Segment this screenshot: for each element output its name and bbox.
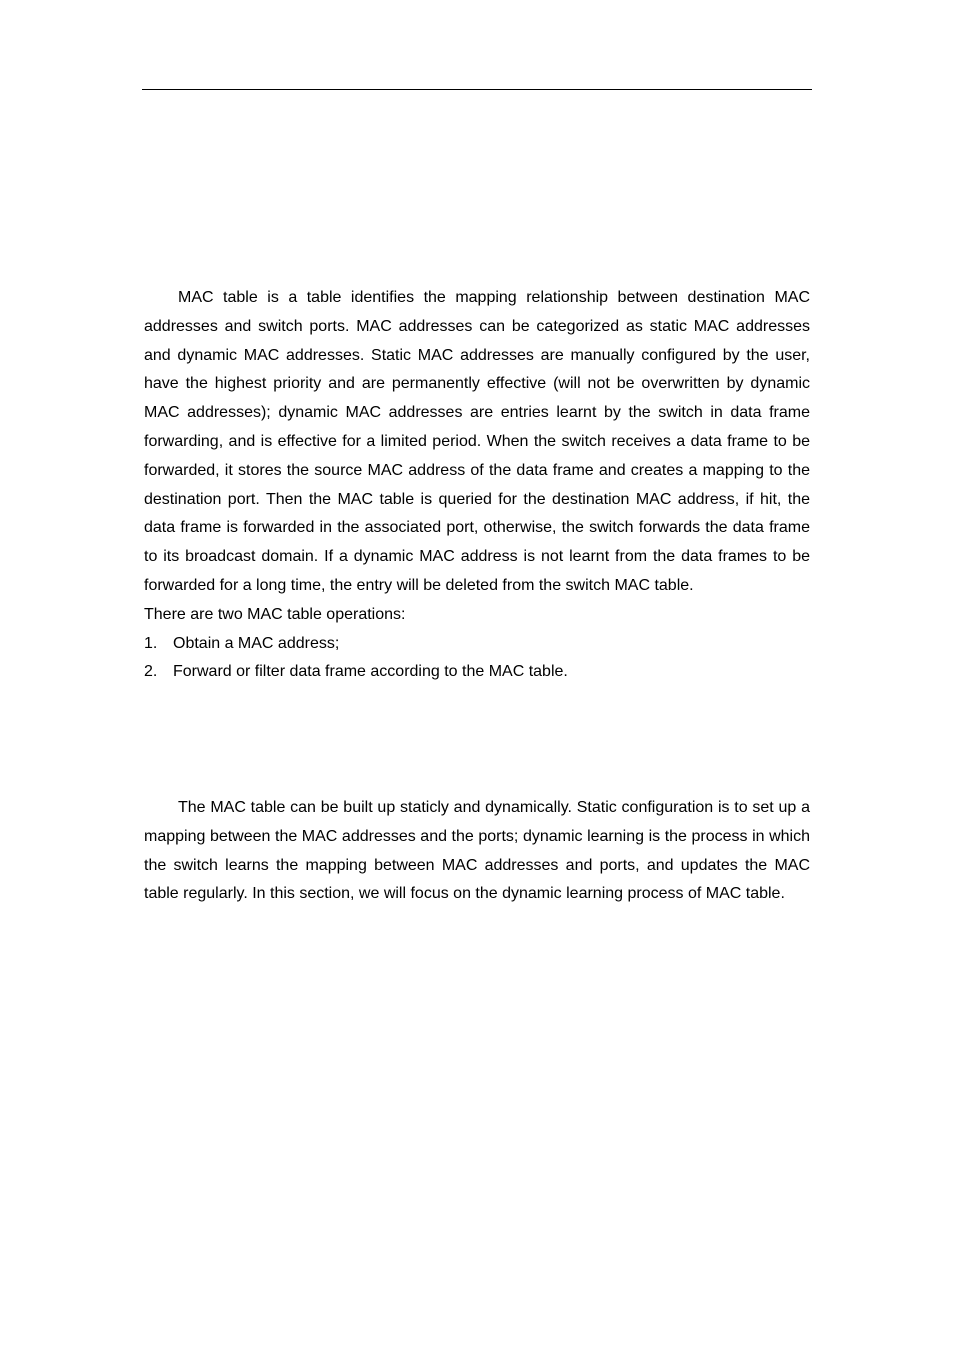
list-item [144,630,810,659]
section-mac-table-intro [144,284,810,687]
list-item-number: 1. [144,634,158,652]
list-item [144,658,810,687]
paragraph-mac-table-definition: MAC table is a table identifies the mapping relationship between destination MAC addresses and switch ports. MAC addresses can be categorized as static MAC addresses and dynamic MAC addresses. Static MAC addresses are manually configured by the user, have the highest priority and are permanently effective (will not be overwritten by dynamic MAC addresses); dynamic MAC addresses are entries learnt by the switch in data frame forwarding, and is effective for a limited period. When the switch receives a data frame to be forwarded, it stores the source MAC address of the data frame and creates a mapping to the destination port. Then the MAC table is queried for the destination MAC address, if hit, the data frame is forwarded in the associated port, otherwise, the switch forwards the data frame to its broadcast domain. If a dynamic MAC address is not learnt from the data frames to be forwarded for a long time, the entry will be deleted from the switch MAC table. [144,289,810,594]
list-item-text: Obtain a MAC address; [173,634,340,652]
section-mac-table-learning [144,794,810,909]
operations-list [144,630,810,688]
list-item-text: Forward or filter data frame according to the MAC table. [173,663,568,681]
list-item-number: 2. [144,663,158,681]
header-rule [142,89,812,90]
operations-intro: There are two MAC table operations: [144,605,406,623]
paragraph-mac-table-learning: The MAC table can be built up staticly and dynamically. Static configuration is to set up a mapping between the MAC addresses and the ports; dynamic learning is the process in which the switch learns the mapping between MAC addresses and ports, and updates the MAC table regularly. In this section, we will focus on the dynamic learning process of MAC table. [144,799,810,903]
